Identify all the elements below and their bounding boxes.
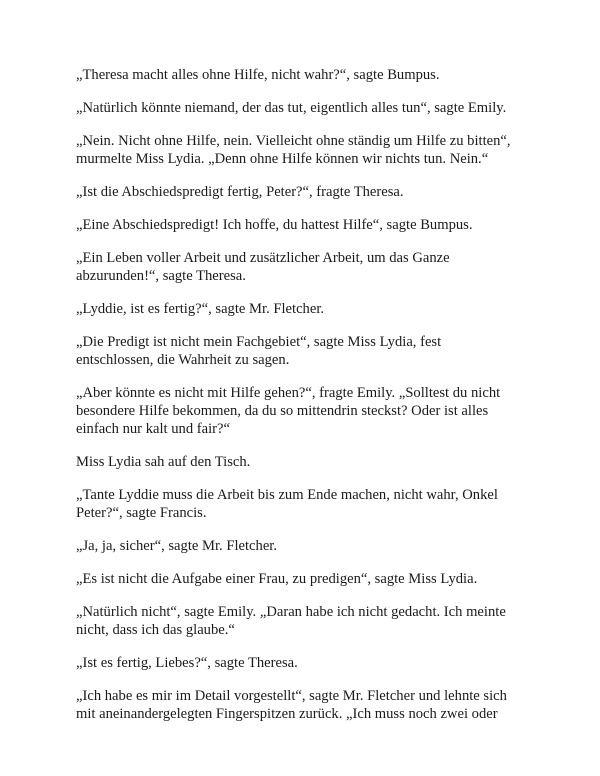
text-line: „Lyddie, ist es fertig?“, sagte Mr. Fletcher. xyxy=(76,301,325,317)
paragraph xyxy=(76,384,536,438)
paragraph xyxy=(76,603,536,639)
text-line: „Ist es fertig, Liebes?“, sagte Theresa. xyxy=(76,655,298,671)
text-line: „Ist die Abschiedspredigt fertig, Peter?“, fragte Theresa. xyxy=(76,184,404,200)
text-line: „Ich habe es mir im Detail vorgestellt“, sagte Mr. Fletcher und lehnte sich xyxy=(76,688,507,704)
paragraph xyxy=(76,66,536,84)
text-line: „Es ist nicht die Aufgabe einer Frau, zu predigen“, sagte Miss Lydia. xyxy=(76,571,478,587)
paragraph xyxy=(76,132,536,168)
text-line: „Aber könnte es nicht mit Hilfe gehen?“, fragte Emily. „Solltest du nicht xyxy=(76,385,501,401)
text-line: nicht, dass ich das glaube.“ xyxy=(76,622,235,638)
text-line: einfach nur kalt und fair?“ xyxy=(76,421,230,437)
text-line: „Tante Lyddie muss die Arbeit bis zum Ende machen, nicht wahr, Onkel xyxy=(76,487,498,503)
text-line: „Eine Abschiedspredigt! Ich hoffe, du hattest Hilfe“, sagte Bumpus. xyxy=(76,217,473,233)
text-line: entschlossen, die Wahrheit zu sagen. xyxy=(76,352,290,368)
text-line: mit aneinandergelegten Fingerspitzen zurück. „Ich muss noch zwei oder xyxy=(76,706,498,722)
text-line: „Natürlich nicht“, sagte Emily. „Daran habe ich nicht gedacht. Ich meinte xyxy=(76,604,506,620)
paragraph xyxy=(76,654,536,672)
paragraph xyxy=(76,570,536,588)
document-body xyxy=(76,66,536,738)
paragraph xyxy=(76,249,536,285)
paragraph xyxy=(76,183,536,201)
paragraph xyxy=(76,687,536,723)
text-line: „Ein Leben voller Arbeit und zusätzlicher Arbeit, um das Ganze xyxy=(76,250,450,266)
text-line: „Die Predigt ist nicht mein Fachgebiet“, sagte Miss Lydia, fest xyxy=(76,334,442,350)
paragraph xyxy=(76,486,536,522)
paragraph xyxy=(76,537,536,555)
text-line: abzurunden!“, sagte Theresa. xyxy=(76,268,246,284)
paragraph xyxy=(76,300,536,318)
text-line: Miss Lydia sah auf den Tisch. xyxy=(76,454,251,470)
text-line: Peter?“, sagte Francis. xyxy=(76,505,207,521)
text-line: murmelte Miss Lydia. „Denn ohne Hilfe können wir nichts tun. Nein.“ xyxy=(76,151,489,167)
paragraph xyxy=(76,453,536,471)
text-line: „Theresa macht alles ohne Hilfe, nicht wahr?“, sagte Bumpus. xyxy=(76,67,440,83)
text-line: „Nein. Nicht ohne Hilfe, nein. Vielleicht ohne ständig um Hilfe zu bitten“, xyxy=(76,133,511,149)
text-line: besondere Hilfe bekommen, da du so mittendrin steckst? Oder ist alles xyxy=(76,403,489,419)
text-line: „Natürlich könnte niemand, der das tut, eigentlich alles tun“, sagte Emily. xyxy=(76,100,507,116)
paragraph xyxy=(76,99,536,117)
text-line: „Ja, ja, sicher“, sagte Mr. Fletcher. xyxy=(76,538,277,554)
paragraph xyxy=(76,216,536,234)
paragraph xyxy=(76,333,536,369)
